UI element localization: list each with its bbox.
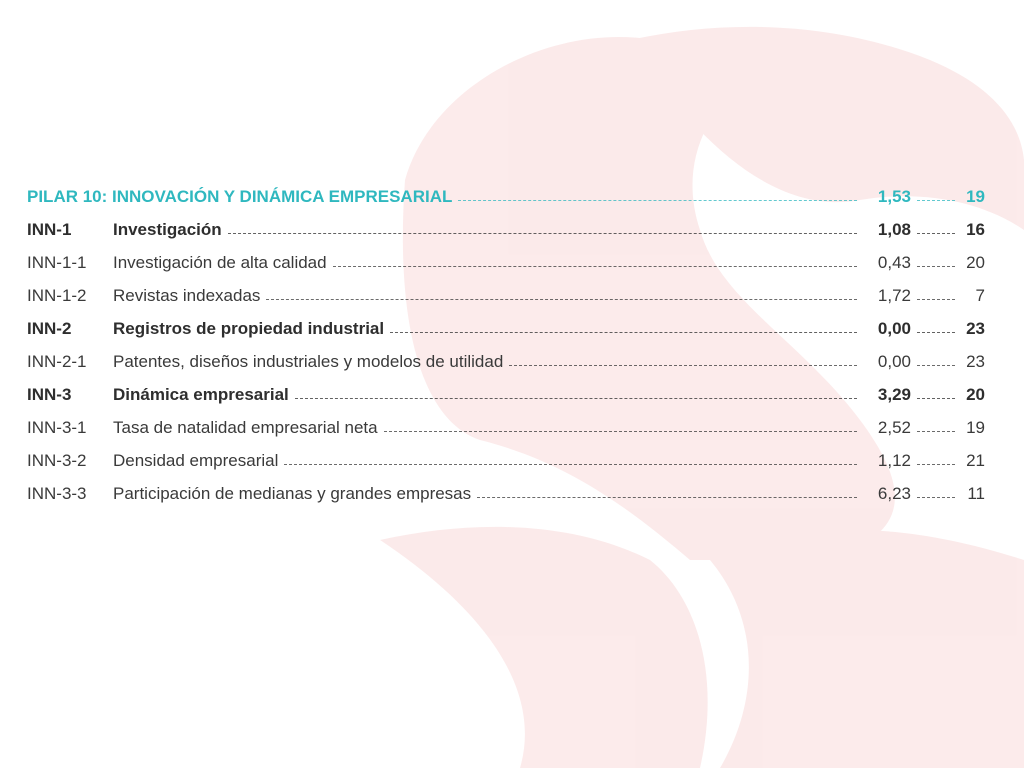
- indicator-rank: 19: [966, 417, 985, 437]
- dotted-leader: [477, 497, 857, 498]
- dotted-leader: [917, 464, 955, 465]
- indicator-rank: 16: [966, 219, 985, 239]
- dotted-leader: [384, 431, 857, 432]
- dotted-leader: [295, 398, 857, 399]
- pillar-header-row: [27, 180, 985, 213]
- indicator-rank: 11: [967, 483, 985, 503]
- indicator-score: 3,29: [877, 384, 911, 404]
- indicator-label: Investigación: [113, 219, 222, 239]
- indicator-score: 0,00: [877, 351, 911, 371]
- indicator-rank: 23: [966, 351, 985, 371]
- pillar-title: PILAR 10: INNOVACIÓN Y DINÁMICA EMPRESARIAL: [27, 186, 453, 206]
- dotted-leader: [333, 266, 857, 267]
- indicator-score: 1,12: [877, 450, 911, 470]
- table-row: [27, 477, 985, 510]
- dotted-leader: [917, 365, 955, 366]
- indicator-score: 1,72: [877, 285, 911, 305]
- indicator-code: INN-1-2: [27, 285, 87, 305]
- table-row: [27, 444, 985, 477]
- dotted-leader: [917, 497, 955, 498]
- table-row: [27, 312, 985, 345]
- indicator-rank: 20: [966, 384, 985, 404]
- dotted-leader: [917, 266, 955, 267]
- indicator-code: INN-2: [27, 318, 72, 338]
- dotted-leader: [917, 200, 955, 201]
- indicator-label: Registros de propiedad industrial: [113, 318, 385, 338]
- indicator-score: 1,08: [877, 219, 911, 239]
- table-row: [27, 411, 985, 444]
- indicator-label: Densidad empresarial: [113, 450, 279, 470]
- indicator-label: Revistas indexadas: [113, 285, 261, 305]
- dotted-leader: [228, 233, 857, 234]
- pillar-score: 1,53: [877, 186, 911, 206]
- indicator-code: INN-3: [27, 384, 72, 404]
- indicator-code: INN-2-1: [27, 351, 87, 371]
- indicator-label: Tasa de natalidad empresarial neta: [113, 417, 378, 437]
- indicator-label: Participación de medianas y grandes empresas: [113, 483, 472, 503]
- indicator-rank: 7: [975, 285, 985, 305]
- table-row: [27, 378, 985, 411]
- dotted-leader: [917, 398, 955, 399]
- indicator-score: 0,00: [877, 318, 911, 338]
- dotted-leader: [917, 299, 955, 300]
- dotted-leader: [917, 233, 955, 234]
- dotted-leader: [917, 431, 955, 432]
- indicator-label: Investigación de alta calidad: [113, 252, 327, 272]
- dotted-leader: [458, 200, 857, 201]
- indicator-score: 2,52: [877, 417, 911, 437]
- indicator-label: Dinámica empresarial: [113, 384, 289, 404]
- indicator-score: 0,43: [877, 252, 911, 272]
- dotted-leader: [917, 332, 955, 333]
- dotted-leader: [266, 299, 857, 300]
- indicator-code: INN-1-1: [27, 252, 87, 272]
- indicator-code: INN-1: [27, 219, 72, 239]
- table-row: [27, 213, 985, 246]
- dotted-leader: [284, 464, 857, 465]
- indicator-rank: 21: [966, 450, 985, 470]
- indicator-code: INN-3-1: [27, 417, 87, 437]
- indicator-code: INN-3-3: [27, 483, 87, 503]
- table-row: [27, 246, 985, 279]
- indicator-code: INN-3-2: [27, 450, 87, 470]
- indicator-rank: 23: [966, 318, 985, 338]
- dotted-leader: [390, 332, 857, 333]
- indicator-label: Patentes, diseños industriales y modelos de utilidad: [113, 351, 504, 371]
- dotted-leader: [509, 365, 857, 366]
- innovation-pillar-table: [27, 180, 985, 510]
- indicator-score: 6,23: [877, 483, 911, 503]
- table-row: [27, 345, 985, 378]
- indicator-rank: 20: [966, 252, 985, 272]
- table-row: [27, 279, 985, 312]
- pillar-rank: 19: [966, 186, 985, 206]
